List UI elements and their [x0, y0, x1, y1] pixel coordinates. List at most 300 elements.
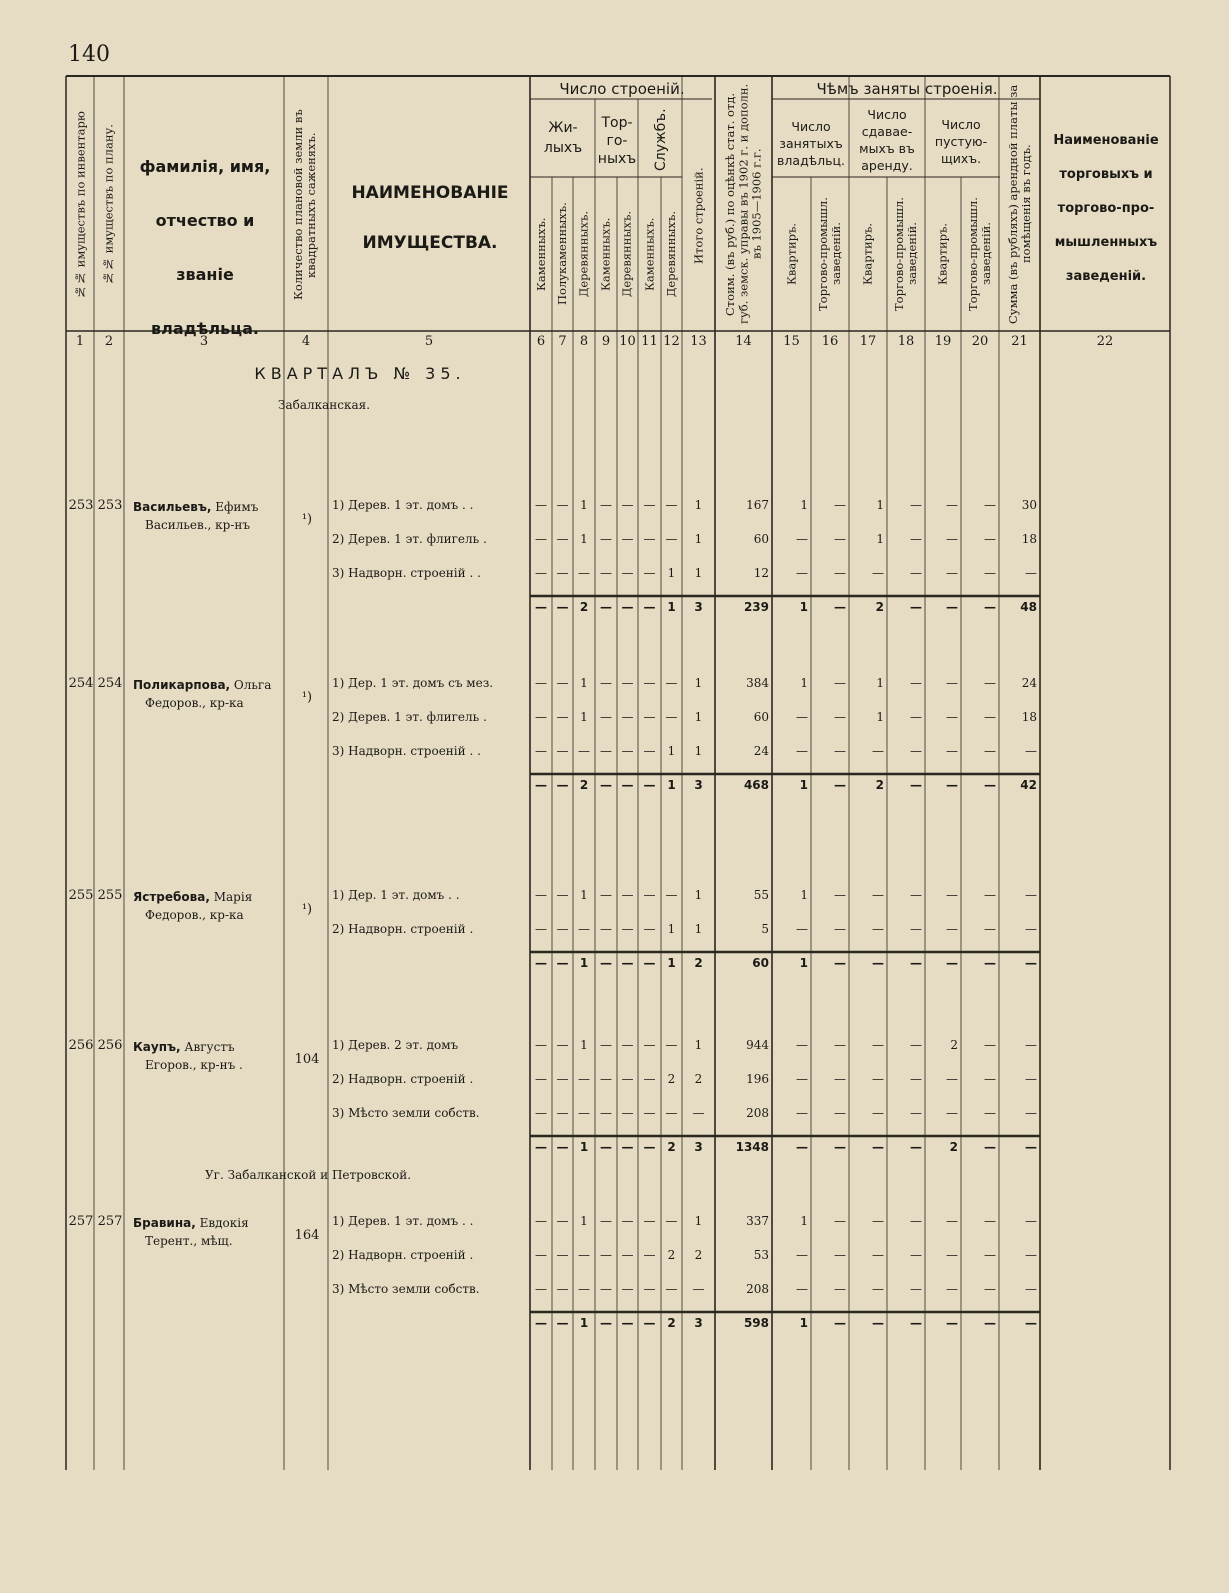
entry-value-cell: 384: [746, 676, 769, 690]
entry-total-cell: 42: [1020, 778, 1037, 792]
entry-value-cell: —: [621, 710, 634, 724]
entry-value-cell: —: [600, 1106, 612, 1120]
entry-value-cell: —: [600, 498, 612, 512]
entry-value-cell: —: [600, 1248, 612, 1262]
entry-value-cell: —: [692, 1282, 705, 1296]
header-rented-line2: сдавае-: [861, 124, 913, 139]
entry-value-cell: —: [621, 1038, 634, 1052]
entry-value-cell: —: [621, 1282, 634, 1296]
entry-total-cell: 1348: [735, 1140, 769, 1154]
entry-total-cell: —: [600, 1316, 612, 1330]
header-c17: Квартиръ.: [860, 223, 875, 285]
header-c15: Квартиръ.: [784, 223, 799, 285]
entry-total-cell: —: [600, 778, 612, 792]
entry-value-cell: —: [946, 566, 958, 580]
entry-total-cell: —: [1025, 1140, 1037, 1154]
street-corner-name: Уг. Забалканской и Петровской.: [205, 1168, 412, 1182]
entry-property-line: 3) Надворн. строеній . .: [332, 566, 481, 580]
entry-value-cell: —: [1025, 1282, 1037, 1296]
entry-value-cell: —: [1025, 1248, 1037, 1262]
entry-total-cell: —: [984, 778, 996, 792]
entry-value-cell: —: [984, 1072, 996, 1086]
entry-total-cell: —: [621, 1316, 634, 1330]
entry-owner-surname: Бравина,: [133, 1216, 196, 1230]
entry-total-cell: —: [946, 956, 958, 970]
header-trade-line3: ныхъ: [597, 151, 637, 167]
entry-value-cell: —: [556, 532, 569, 546]
entry-value-cell: 1: [580, 888, 588, 902]
header-c9: Каменныхъ.: [598, 217, 613, 291]
entry-value-cell: —: [796, 1282, 808, 1296]
entry-total-cell: —: [946, 778, 958, 792]
entry-value-cell: —: [946, 922, 958, 936]
entry-value-cell: —: [910, 566, 922, 580]
entry-value-cell: —: [984, 710, 996, 724]
entry-value-cell: 2: [694, 1248, 703, 1262]
entry-total-cell: 1: [579, 1316, 589, 1330]
entry-value-cell: —: [665, 676, 678, 690]
entry-plan-no: 254: [97, 676, 123, 691]
column-number-1: 1: [75, 334, 85, 349]
header-owner-occupied-line3: владѣльц.: [777, 153, 845, 168]
entry-value-cell: —: [600, 922, 612, 936]
entry-value-cell: —: [643, 676, 656, 690]
entry-owner-firstname: Евдокія: [195, 1216, 249, 1230]
entry-owner-patronymic: Терент., мѣщ.: [145, 1234, 233, 1248]
entry-total-cell: 1: [579, 956, 589, 970]
entry-total-cell: 1: [667, 600, 676, 614]
entry-total-cell: —: [910, 1140, 922, 1154]
entry-total-cell: —: [834, 778, 846, 792]
entry-value-cell: —: [796, 566, 808, 580]
entry-value-cell: —: [984, 744, 996, 758]
entry-value-cell: —: [872, 1072, 884, 1086]
entry-property-line: 3) Надворн. строеній . .: [332, 744, 481, 758]
entry-owner-firstname: Марія: [209, 890, 253, 904]
entry-total-cell: 3: [694, 600, 703, 614]
entry-value-cell: —: [578, 1282, 590, 1296]
entry-value-cell: —: [578, 1106, 590, 1120]
header-c13: Итого строеній.: [691, 167, 706, 265]
entry-value-cell: —: [834, 532, 846, 546]
entry-owner: [133, 1214, 283, 1250]
entry-value-cell: —: [556, 1282, 569, 1296]
header-living: [532, 118, 594, 158]
entry-inventory-no: 253: [68, 498, 94, 513]
entry-total-cell: —: [535, 956, 547, 970]
header-owner-occupied-line2: занятыхъ: [779, 136, 843, 151]
entry-value-cell: —: [1025, 1106, 1037, 1120]
entry-value-cell: 53: [753, 1248, 769, 1262]
header-c18: Торгово-промышл. заведеній.: [891, 197, 919, 311]
entry-value-cell: —: [796, 532, 808, 546]
entry-value-cell: 1: [694, 888, 703, 902]
entry-value-cell: 2: [667, 1248, 676, 1262]
entry-value-cell: —: [910, 676, 922, 690]
entry-value-cell: —: [535, 498, 547, 512]
entry-owner-patronymic: Егоров., кр-нъ .: [145, 1058, 243, 1072]
entry-value-cell: —: [834, 1214, 846, 1228]
entry-total-cell: —: [556, 1140, 569, 1154]
entry-inventory-no: 254: [68, 676, 94, 691]
entry-value-cell: 1: [694, 922, 703, 936]
entry-value-cell: —: [535, 710, 547, 724]
entry-value-cell: —: [834, 710, 846, 724]
header-trade: [596, 114, 638, 168]
entry-value-cell: —: [578, 566, 590, 580]
column-number-15: 15: [783, 334, 800, 349]
entry-value-cell: 30: [1021, 498, 1037, 512]
entry-total-cell: 3: [694, 1140, 703, 1154]
entry-owner: [133, 498, 283, 534]
entry-value-cell: —: [556, 1248, 569, 1262]
entry-property-line: 1) Дерев. 2 эт. домъ: [332, 1038, 459, 1052]
header-empty-line2: пустую-: [934, 134, 988, 149]
entry-inventory-no: 257: [68, 1214, 94, 1229]
entry-value-cell: —: [910, 1282, 922, 1296]
street-name: Забалканская.: [278, 398, 371, 412]
entry-total-cell: 2: [667, 1140, 676, 1154]
entry-total-cell: —: [535, 1140, 547, 1154]
entry-total-cell: 239: [743, 600, 769, 614]
entry-owner: [133, 676, 283, 712]
entry-value-cell: —: [1025, 1038, 1037, 1052]
entry-value-cell: —: [535, 1248, 547, 1262]
entry-value-cell: 1: [800, 888, 808, 902]
header-living-line1: Жи-: [548, 120, 578, 136]
entry-value-cell: —: [643, 922, 656, 936]
entry-value-cell: —: [872, 888, 884, 902]
entry-value-cell: —: [621, 888, 634, 902]
entry-value-cell: 1: [800, 676, 808, 690]
header-c12: Деревянныхъ.: [663, 211, 678, 297]
entry-value-cell: —: [535, 532, 547, 546]
header-c11: Каменныхъ.: [642, 217, 657, 291]
entry-value-cell: 1: [580, 1038, 588, 1052]
entry-value-cell: 2: [950, 1038, 958, 1052]
entry-value-cell: —: [984, 888, 996, 902]
entry-total-cell: —: [910, 778, 922, 792]
entry-total-cell: —: [1025, 1316, 1037, 1330]
entry-value-cell: —: [834, 1248, 846, 1262]
entry-value-cell: —: [535, 566, 547, 580]
entry-value-cell: —: [600, 1038, 612, 1052]
header-c16: Торгово-промышл. заведеній.: [815, 197, 843, 311]
entry-value-cell: 167: [746, 498, 769, 512]
entry-total-cell: —: [796, 1140, 808, 1154]
entry-value-cell: —: [872, 1214, 884, 1228]
entry-value-cell: —: [621, 922, 634, 936]
header-c21: Сумма (въ рубляхъ) арендной платы за помѣщенія въ годъ.: [1005, 84, 1033, 324]
entry-value-cell: —: [910, 1248, 922, 1262]
column-number-5: 5: [424, 334, 434, 349]
entry-value-cell: —: [834, 1282, 846, 1296]
entry-value-cell: —: [535, 1282, 547, 1296]
header-c6: Каменныхъ.: [533, 217, 548, 291]
header-establishments-line2: торговыхъ и: [1059, 167, 1153, 182]
column-number-7: 7: [558, 334, 567, 349]
entry-value-cell: —: [984, 566, 996, 580]
entry-value-cell: —: [834, 744, 846, 758]
entry-value-cell: 1: [876, 676, 884, 690]
entry-property-line: 2) Надворн. строеній .: [332, 1248, 474, 1262]
entry-value-cell: —: [946, 532, 958, 546]
entry-land-area: ¹): [301, 690, 313, 705]
entry-value-cell: —: [910, 1214, 922, 1228]
header-land-area: Количество плановой земли въ квадратныхъ саженяхъ.: [290, 109, 318, 301]
header-owner-occupied-line1: Число: [791, 119, 831, 134]
entry-value-cell: —: [578, 922, 590, 936]
entry-value-cell: 1: [876, 532, 884, 546]
entry-value-cell: —: [600, 888, 612, 902]
entry-value-cell: 1: [800, 1214, 808, 1228]
entry-value-cell: —: [621, 1072, 634, 1086]
entry-total-cell: —: [600, 956, 612, 970]
column-number-12: 12: [663, 334, 680, 349]
entry-value-cell: —: [621, 566, 634, 580]
entry-value-cell: 1: [694, 710, 703, 724]
entry-value-cell: —: [796, 1106, 808, 1120]
entry-value-cell: —: [556, 744, 569, 758]
entry-total-cell: —: [910, 600, 922, 614]
entry-value-cell: 2: [667, 1072, 676, 1086]
entry-inventory-no: 255: [68, 888, 94, 903]
entry-value-cell: —: [600, 566, 612, 580]
entry-value-cell: —: [910, 744, 922, 758]
entry-value-cell: 1: [580, 498, 588, 512]
entry-value-cell: 1: [694, 744, 703, 758]
entry-value-cell: —: [984, 532, 996, 546]
entry-value-cell: —: [600, 1072, 612, 1086]
entry-value-cell: 1: [580, 532, 588, 546]
entry-value-cell: 18: [1021, 710, 1037, 724]
header-rented-line4: аренду.: [861, 158, 913, 173]
entry-value-cell: —: [578, 1072, 590, 1086]
column-number-19: 19: [934, 334, 952, 349]
entry-owner-firstname: Ольга: [230, 678, 272, 692]
entry-value-cell: —: [535, 1214, 547, 1228]
entry-total-cell: 60: [752, 956, 769, 970]
entry-owner-surname: Поликарпова,: [133, 678, 231, 692]
entry-value-cell: —: [535, 922, 547, 936]
entry-property-line: 2) Надворн. строеній .: [332, 922, 474, 936]
header-c20: Торгово-промышл. заведеній.: [965, 197, 993, 311]
entry-value-cell: —: [910, 498, 922, 512]
entry-value-cell: —: [556, 1106, 569, 1120]
column-number-11: 11: [641, 334, 658, 349]
entry-owner-patronymic: Федоров., кр-ка: [145, 908, 244, 922]
entry-value-cell: —: [910, 888, 922, 902]
entry-owner-surname: Каупъ,: [133, 1040, 181, 1054]
column-number-4: 4: [301, 334, 311, 349]
header-establishments-line5: заведеній.: [1065, 269, 1147, 284]
header-establishments-line1: Наименованіе: [1053, 133, 1159, 148]
entry-value-cell: —: [600, 710, 612, 724]
entry-value-cell: —: [984, 498, 996, 512]
entry-total-cell: 3: [694, 1316, 703, 1330]
entry-owner-patronymic: Васильев., кр-нъ: [145, 518, 251, 532]
entry-value-cell: —: [1025, 1072, 1037, 1086]
entry-total-cell: 1: [799, 1316, 808, 1330]
entry-total-cell: —: [643, 1316, 656, 1330]
entry-value-cell: —: [872, 744, 884, 758]
header-c14: Стоим. (въ руб.) по оцѣнкѣ стат. отд. губ. земск. управы въ 1902 г. и дополн. въ 1905—1906 г.г.: [723, 83, 764, 325]
entry-value-cell: —: [1025, 1214, 1037, 1228]
entry-value-cell: —: [796, 922, 808, 936]
entry-owner-firstname: Августъ: [180, 1040, 235, 1054]
entry-value-cell: 1: [694, 1038, 703, 1052]
entry-value-cell: 1: [694, 566, 703, 580]
header-empty: [926, 116, 996, 167]
entry-property-line: 1) Дер. 1 эт. домъ . .: [332, 888, 460, 902]
entry-value-cell: —: [872, 922, 884, 936]
column-number-2: 2: [104, 334, 114, 349]
entry-value-cell: —: [556, 922, 569, 936]
entry-value-cell: —: [834, 922, 846, 936]
header-trade-line1: Тор-: [601, 115, 633, 131]
entry-property-line: 2) Надворн. строеній .: [332, 1072, 474, 1086]
entry-total-cell: —: [621, 778, 634, 792]
entry-total-cell: —: [946, 1316, 958, 1330]
entry-total-cell: —: [1025, 956, 1037, 970]
entry-total-cell: —: [556, 778, 569, 792]
entry-property-line: 1) Дерев. 1 эт. домъ . .: [332, 498, 474, 512]
entry-value-cell: —: [643, 498, 656, 512]
entry-property-line: 3) Мѣсто земли собств.: [332, 1282, 480, 1296]
entry-value-cell: —: [946, 1282, 958, 1296]
entry-value-cell: 1: [876, 710, 884, 724]
entry-value-cell: —: [535, 888, 547, 902]
entry-value-cell: —: [665, 1214, 678, 1228]
entry-total-cell: —: [834, 600, 846, 614]
entry-value-cell: 337: [746, 1214, 769, 1228]
entry-value-cell: —: [1025, 744, 1037, 758]
entry-value-cell: —: [834, 498, 846, 512]
entry-value-cell: —: [621, 498, 634, 512]
entry-total-cell: —: [910, 1316, 922, 1330]
entry-total-cell: 48: [1020, 600, 1037, 614]
header-c10: Деревянныхъ.: [619, 211, 634, 297]
header-owner: [126, 140, 284, 356]
entry-value-cell: —: [946, 710, 958, 724]
entry-value-cell: —: [556, 1038, 569, 1052]
entry-total-cell: —: [834, 1140, 846, 1154]
entry-value-cell: 1: [694, 498, 703, 512]
entry-total-cell: —: [535, 600, 547, 614]
entry-total-cell: —: [556, 1316, 569, 1330]
entry-value-cell: —: [621, 676, 634, 690]
entry-total-cell: —: [643, 1140, 656, 1154]
entry-owner: [133, 1038, 283, 1074]
entry-plan-no: 253: [97, 498, 123, 513]
entry-value-cell: —: [946, 1072, 958, 1086]
entry-value-cell: —: [984, 922, 996, 936]
entry-total-cell: 1: [667, 956, 676, 970]
entry-value-cell: —: [984, 1214, 996, 1228]
header-property: [330, 168, 530, 268]
header-trade-line2: го-: [606, 133, 628, 149]
entry-total-cell: —: [834, 956, 846, 970]
entry-value-cell: —: [643, 1214, 656, 1228]
entry-value-cell: —: [600, 1282, 612, 1296]
column-number-10: 10: [619, 334, 636, 349]
entry-total-cell: —: [984, 1140, 996, 1154]
header-owner-line3: владѣльца.: [151, 319, 259, 338]
entry-value-cell: —: [796, 1248, 808, 1262]
entry-total-cell: 1: [799, 600, 808, 614]
entry-value-cell: —: [556, 676, 569, 690]
entry-property-line: 2) Дерев. 1 эт. флигель .: [332, 532, 487, 546]
entry-value-cell: —: [643, 532, 656, 546]
entry-value-cell: 1: [580, 710, 588, 724]
entry-total-cell: —: [643, 778, 656, 792]
header-establishments-line3: торгово-про-: [1057, 201, 1155, 216]
entry-value-cell: —: [665, 498, 678, 512]
entry-property-line: 3) Мѣсто земли собств.: [332, 1106, 480, 1120]
entry-value-cell: —: [872, 1038, 884, 1052]
entry-value-cell: 1: [694, 1214, 703, 1228]
entry-value-cell: —: [834, 566, 846, 580]
entry-value-cell: —: [834, 676, 846, 690]
entry-value-cell: 12: [753, 566, 769, 580]
entry-value-cell: 1: [800, 498, 808, 512]
entry-total-cell: —: [600, 600, 612, 614]
entry-value-cell: 5: [761, 922, 769, 936]
quarter-title: КВАРТАЛЪ № 35.: [254, 364, 466, 383]
entry-value-cell: —: [984, 1038, 996, 1052]
entry-value-cell: —: [872, 1248, 884, 1262]
entry-value-cell: —: [556, 566, 569, 580]
entry-value-cell: —: [665, 1282, 678, 1296]
entry-value-cell: —: [535, 1038, 547, 1052]
entry-value-cell: —: [665, 532, 678, 546]
entry-total-cell: —: [872, 1316, 884, 1330]
entry-total-cell: —: [535, 1316, 547, 1330]
page-number: 140: [68, 42, 110, 67]
header-owner-occupied: [774, 118, 848, 169]
entry-value-cell: —: [600, 1214, 612, 1228]
entry-total-cell: —: [621, 1140, 634, 1154]
header-c19: Квартиръ.: [935, 223, 950, 285]
entry-value-cell: —: [872, 1282, 884, 1296]
header-service: Службъ.: [652, 108, 669, 172]
header-property-line1: НАИМЕНОВАНІЕ: [351, 183, 509, 203]
column-number-8: 8: [579, 334, 589, 349]
entry-value-cell: —: [643, 1072, 656, 1086]
column-number-21: 21: [1011, 334, 1028, 349]
header-owner-line2: отчество и званіе: [155, 211, 255, 284]
entry-total-cell: 1: [667, 778, 676, 792]
entry-value-cell: —: [665, 1038, 678, 1052]
entry-value-cell: —: [984, 1282, 996, 1296]
entry-value-cell: —: [984, 1248, 996, 1262]
entry-value-cell: 60: [753, 710, 769, 724]
entry-value-cell: —: [910, 1038, 922, 1052]
entry-value-cell: —: [556, 888, 569, 902]
entry-total-cell: 2: [579, 778, 589, 792]
entry-value-cell: 24: [753, 744, 769, 758]
entry-total-cell: 598: [743, 1316, 769, 1330]
header-rented: [850, 106, 924, 174]
entry-value-cell: —: [621, 1106, 634, 1120]
entry-inventory-no: 256: [68, 1038, 94, 1053]
column-number-6: 6: [536, 334, 546, 349]
entry-total-cell: —: [872, 956, 884, 970]
entry-total-cell: —: [621, 600, 634, 614]
column-number-17: 17: [859, 334, 877, 349]
entry-value-cell: —: [600, 744, 612, 758]
entry-value-cell: —: [643, 1282, 656, 1296]
